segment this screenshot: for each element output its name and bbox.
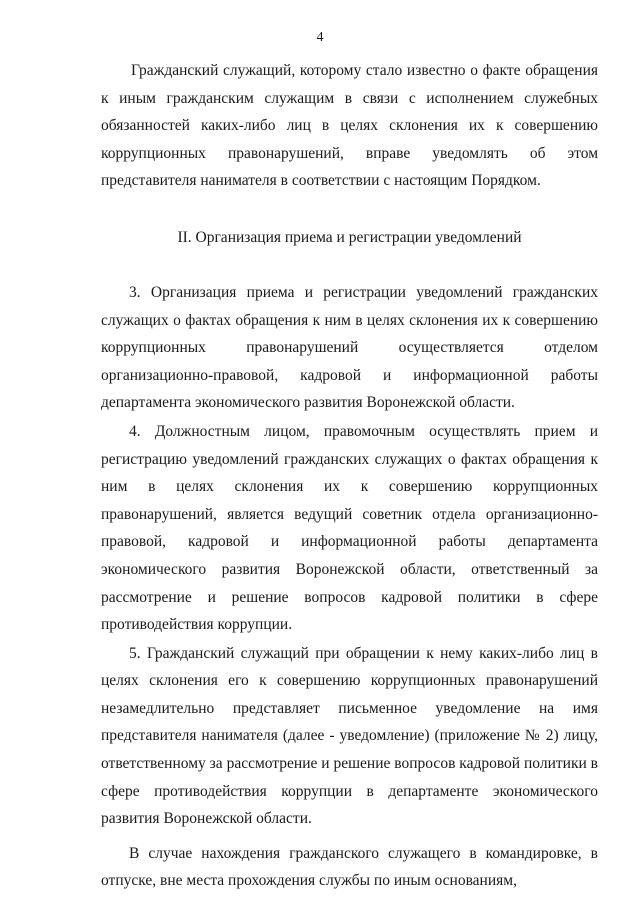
- section-heading: II. Организация приема и регистрации уведомлений: [177, 228, 522, 246]
- document-body: [101, 57, 598, 895]
- paragraph-3: 3. Организация приема и регистрации уведомлений гражданских служащих о фактах обращения к ним в целях склонения их к совершению коррупционных правонарушений осуществляется отделом организационно-правовой, кадровой и информационной работы департамента экономического развития Воронежской области.: [101, 283, 598, 412]
- intro-paragraph: Гражданский служащий, которому стало известно о факте обращения к иным гражданским служащим в связи с исполнением служебных обязанностей каких-либо лиц в целях склонения их к совершению коррупционных правонарушений, вправе уведомлять об этом представителя нанимателя в соответствии с настоящим Порядком.: [101, 62, 598, 190]
- paragraph-5: 5. Гражданский служащий при обращении к нему каких-либо лиц в целях склонения его к совершению коррупционных правонарушений незамедлительно представляет письменное уведомление на имя представителя нанимателя (далее - уведомление) (приложение № 2) лицу, ответственному за рассмотрение и решение вопросов кадровой политики в сфере противодействия коррупции в департаменте экономического развития Воронежской области.: [101, 644, 598, 828]
- paragraph-4: 4. Должностным лицом, правомочным осуществлять прием и регистрацию уведомлений гражданских служащих о фактах обращения к ним в целях склонения их к совершению коррупционных правонарушений, является ведущий советник отдела организационно-правовой, кадровой и информационной работы департамента экономического развития Воронежской области, ответственный за рассмотрение и решение вопросов кадровой политики в сфере противодействия коррупции.: [101, 422, 598, 634]
- paragraph-business-trip: В случае нахождения гражданского служащего в командировке, в отпуске, вне места прохождения службы по иным основаниям,: [101, 844, 598, 890]
- page-number: 4: [316, 30, 324, 45]
